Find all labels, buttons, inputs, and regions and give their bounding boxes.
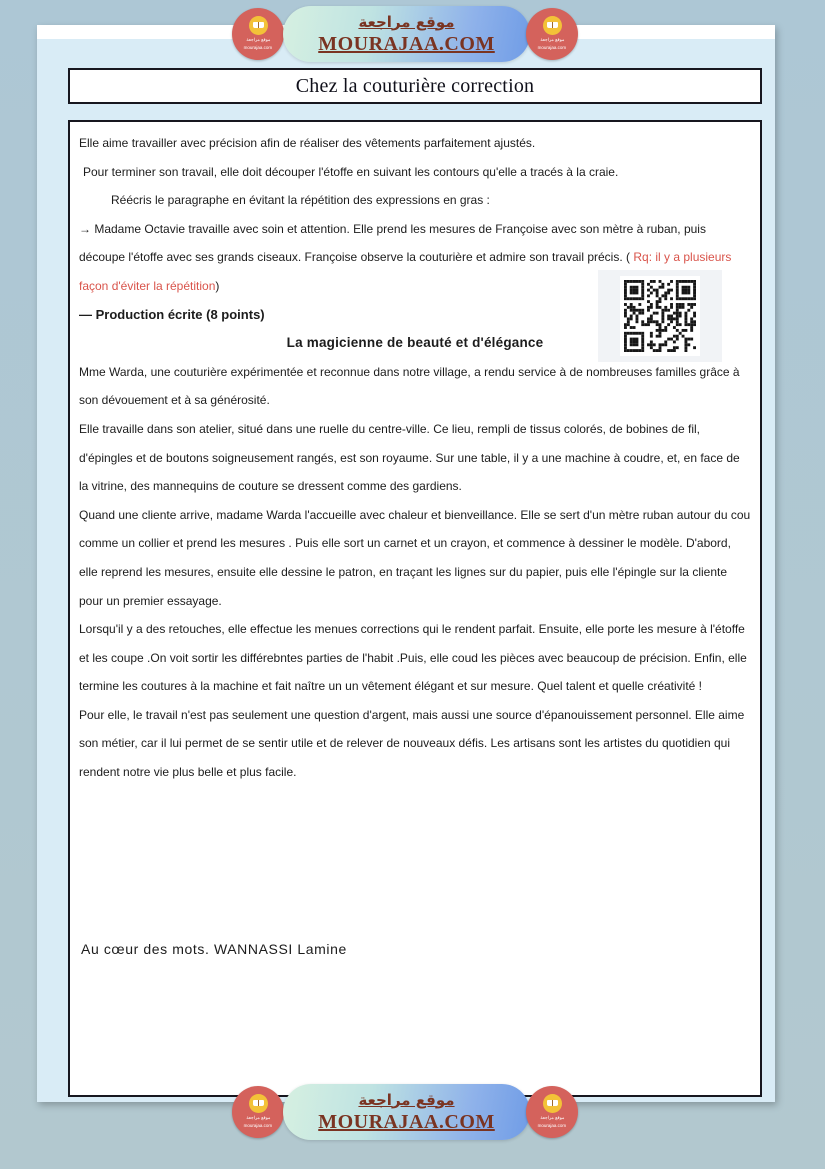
book-logo-icon <box>543 1094 562 1113</box>
book-logo-icon <box>543 16 562 35</box>
answer-text: → Madame Octavie travaille avec soin et attention. Elle prend les mesures de Françoise avec son mètre à ruban, puis découpe l'étoffe avec ses grands ciseaux. Françoise observe la couturière et admire son travail précis. ( <box>79 221 706 265</box>
logo-arabic-label: موقع مراجعة <box>539 1115 565 1121</box>
essay-title: La magicienne de beauté et d'élégance <box>286 335 544 351</box>
instruction-line: Réécris le paragraphe en évitant la répétition des expressions en gras : <box>111 193 490 208</box>
open-book-icon <box>253 1100 264 1106</box>
banner-site-link[interactable]: MOURAJAA.COM <box>318 32 495 55</box>
qr-code <box>624 280 696 352</box>
banner-arabic-title: موقع مراجعة <box>358 1090 455 1109</box>
essay-paragraph: Pour elle, le travail n'est pas seulement une question d'argent, mais aussi une source d'épanouissement personnel. Elle aime son métier, car il lui permet de se sentir utile et de relever de nouveaux défis. Les artisans sont les artistes du quotidien qui rendent notre vie plus belle et plus facile. <box>79 707 745 780</box>
logo-domain-label: mourajaa.com <box>537 45 567 51</box>
mourajaa-logo <box>232 1086 284 1138</box>
open-book-icon <box>253 22 264 28</box>
banner-arabic-title: موقع مراجعة <box>358 12 455 31</box>
open-book-icon <box>547 1100 558 1106</box>
essay-paragraph: Lorsqu'il y a des retouches, elle effectue les menues corrections qui le rendent parfait. Ensuite, elle porte les mesure à l'étoffe et les coupe .On voit sortir les différebntes parties de l'habit .Puis, elle coud les pièces avec beaucoup de précision. Enfin, elle termine les coutures à la machine et fait naître un un vêtement élégant et sur mesure. Quel talent et quelle créativité ! <box>79 622 747 694</box>
essay-paragraph: Mme Warda, une couturière expérimentée et reconnue dans notre village, a rendu service à de nombreuses familles grâce à son dévouement et à sa générosité. <box>79 364 740 408</box>
qr-code-card <box>620 276 700 356</box>
book-logo-icon <box>249 16 268 35</box>
logo-arabic-label: موقع مراجعة <box>539 37 565 43</box>
banner-pill <box>283 6 530 62</box>
answer-remark-red: Rq: il y a plusieurs façon d'éviter la répétition <box>79 250 732 293</box>
logo-arabic-label: موقع مراجعة <box>245 37 271 43</box>
answer-close-paren: ) <box>215 278 220 293</box>
essay-paragraph: Elle travaille dans son atelier, situé dans une ruelle du centre-ville. Ce lieu, rempli de tissus colorés, de bobines de fil, d'épingles et de boutons soigneusement rangés, est son royaume. Sur une table, il y a une machine à coudre, et, en face de la vitrine, des mannequins de couture se dressent comme des gardiens. <box>79 421 740 494</box>
logo-arabic-label: موقع مراجعة <box>245 1115 271 1121</box>
mourajaa-logo <box>526 1086 578 1138</box>
intro-line: Elle aime travailler avec précision afin de réaliser des vêtements parfaitement ajustés. <box>79 136 536 150</box>
mourajaa-logo <box>526 8 578 60</box>
book-logo-icon <box>249 1094 268 1113</box>
content-box <box>68 120 762 1097</box>
qr-code-panel <box>598 270 722 362</box>
mourajaa-logo <box>232 8 284 60</box>
essay-paragraph: Quand une cliente arrive, madame Warda l'accueille avec chaleur et bienveillance. Elle se sert d'un mètre ruban autour du cou comme un collier et prend les mesures . Puis elle sort un carnet et un crayon, et commence à dessiner le modèle. D'abord, elle reprend les mesures, ensuite elle dessine le patron, en traçant les lignes sur du papier, puis elle l'épingle sur la cliente pour un premier essayage. <box>79 507 751 608</box>
logo-domain-label: mourajaa.com <box>243 1123 273 1129</box>
header-banner <box>0 6 825 66</box>
banner-site-link[interactable]: MOURAJAA.COM <box>318 1110 495 1133</box>
intro-line: Pour terminer son travail, elle doit découper l'étoffe en suivant les contours qu'elle a tracés à la craie. <box>83 164 619 179</box>
logo-domain-label: mourajaa.com <box>243 45 273 51</box>
page-title: Chez la couturière correction <box>295 74 535 97</box>
logo-domain-label: mourajaa.com <box>537 1123 567 1129</box>
banner-pill <box>283 1084 530 1140</box>
signature-line: Au cœur des mots. WANNASSI Lamine <box>81 941 347 957</box>
footer-banner <box>0 1084 825 1144</box>
section-heading: — Production écrite (8 points) <box>79 306 265 322</box>
title-box <box>68 68 762 104</box>
open-book-icon <box>547 22 558 28</box>
